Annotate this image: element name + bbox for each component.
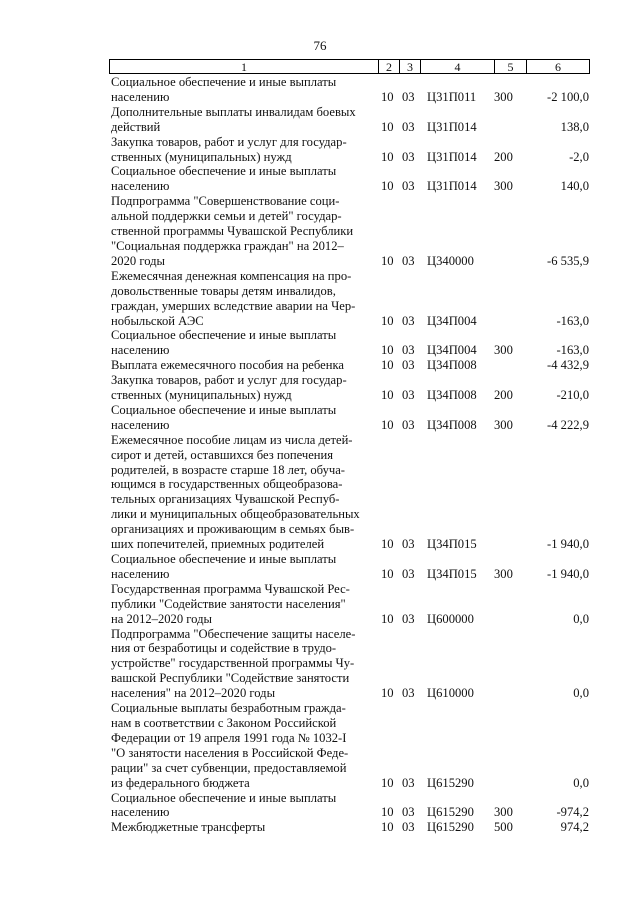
row-section-code: 10 <box>381 253 394 268</box>
row-section-code: 10 <box>381 149 394 164</box>
row-subsection-code: 03 <box>402 537 415 552</box>
row-amount: -210,0 <box>556 388 589 403</box>
row-subsection-code: 03 <box>402 417 415 432</box>
row-section-code: 10 <box>381 537 394 552</box>
row-target-article-code: Ц34П015 <box>427 537 477 552</box>
row-section-code: 10 <box>381 611 394 626</box>
row-section-code: 10 <box>381 820 394 835</box>
row-amount: -163,0 <box>556 343 589 358</box>
row-expense-type-code: 300 <box>494 805 513 820</box>
header-col-4: 4 <box>420 60 494 73</box>
row-description: Межбюджетные трансферты <box>111 820 266 835</box>
row-target-article-code: Ц31П014 <box>427 179 477 194</box>
row-subsection-code: 03 <box>402 313 415 328</box>
row-amount: 140,0 <box>560 179 589 194</box>
row-target-article-code: Ц31П011 <box>427 89 477 104</box>
page-number: 76 <box>313 38 327 53</box>
table-row <box>111 75 589 105</box>
header-col-2: 2 <box>378 60 399 73</box>
row-description: Подпрограмма "Совершенствование соци- альной поддержки семьи и детей" государ- ственной программы Чувашской Республики "Социальная поддержка граждан" на 2012– 2020 годы <box>111 194 354 268</box>
row-target-article-code: Ц34П004 <box>427 313 477 328</box>
row-description: Социальное обеспечение и иные выплаты населению <box>111 328 337 358</box>
row-target-article-code: Ц31П014 <box>427 119 477 134</box>
row-amount: 0,0 <box>573 686 589 701</box>
row-section-code: 10 <box>381 313 394 328</box>
row-description: Дополнительные выплаты инвалидам боевых действий <box>111 104 356 134</box>
row-amount: -2,0 <box>569 149 589 164</box>
table-row <box>111 194 589 269</box>
row-target-article-code: Ц615290 <box>427 820 474 835</box>
row-subsection-code: 03 <box>402 179 415 194</box>
row-subsection-code: 03 <box>402 149 415 164</box>
row-target-article-code: Ц340000 <box>427 253 474 268</box>
row-section-code: 10 <box>381 805 394 820</box>
row-description: Социальное обеспечение и иные выплаты населению <box>111 164 337 194</box>
table-row <box>111 358 589 373</box>
table-row <box>111 582 589 627</box>
row-section-code: 10 <box>381 566 394 581</box>
table-row <box>111 164 589 194</box>
table-body <box>111 75 589 835</box>
row-subsection-code: 03 <box>402 358 415 373</box>
row-description: Закупка товаров, работ и услуг для государ- ственных (муниципальных) нужд <box>111 373 347 403</box>
row-section-code: 10 <box>381 119 394 134</box>
row-section-code: 10 <box>381 358 394 373</box>
table-row <box>111 373 589 403</box>
table-row <box>111 105 589 135</box>
row-section-code: 10 <box>381 417 394 432</box>
row-amount: -4 432,9 <box>547 358 589 373</box>
table-row <box>111 403 589 433</box>
table-header <box>109 59 590 74</box>
row-expense-type-code: 200 <box>494 388 513 403</box>
row-section-code: 10 <box>381 686 394 701</box>
row-description: Государственная программа Чувашской Рес- публики "Содействие занятости населения" на 2012–2020 годы <box>111 581 350 626</box>
row-expense-type-code: 200 <box>494 149 513 164</box>
row-section-code: 10 <box>381 89 394 104</box>
header-col-5: 5 <box>494 60 526 73</box>
row-target-article-code: Ц615290 <box>427 805 474 820</box>
row-amount: -1 940,0 <box>547 537 589 552</box>
row-target-article-code: Ц34П008 <box>427 417 477 432</box>
table-row <box>111 269 589 329</box>
row-section-code: 10 <box>381 343 394 358</box>
row-subsection-code: 03 <box>402 566 415 581</box>
row-amount: -2 100,0 <box>547 89 589 104</box>
row-expense-type-code: 300 <box>494 89 513 104</box>
row-amount: -4 222,9 <box>547 417 589 432</box>
table-row <box>111 627 589 702</box>
row-subsection-code: 03 <box>402 388 415 403</box>
row-description: Подпрограмма "Обеспечение защиты населе- ния от безработицы и содействие в трудо- устройстве" государственной программы Чу- вашской Республики "Содействие занятости населения" на 2012–2020 годы <box>111 626 356 701</box>
row-target-article-code: Ц610000 <box>427 686 474 701</box>
row-description: Социальное обеспечение и иные выплаты населению <box>111 790 337 820</box>
row-amount: 0,0 <box>573 611 589 626</box>
header-col-1: 1 <box>241 60 247 74</box>
row-target-article-code: Ц600000 <box>427 611 474 626</box>
table-row <box>111 791 589 821</box>
table-row <box>111 701 589 790</box>
header-col-6: 6 <box>526 60 589 73</box>
row-expense-type-code: 300 <box>494 179 513 194</box>
row-subsection-code: 03 <box>402 686 415 701</box>
row-amount: 974,2 <box>560 820 589 835</box>
table-row <box>111 135 589 165</box>
row-subsection-code: 03 <box>402 253 415 268</box>
row-subsection-code: 03 <box>402 805 415 820</box>
row-expense-type-code: 500 <box>494 820 513 835</box>
row-subsection-code: 03 <box>402 89 415 104</box>
row-subsection-code: 03 <box>402 820 415 835</box>
header-col-3: 3 <box>399 60 420 73</box>
row-amount: 138,0 <box>560 119 589 134</box>
row-description: Выплата ежемесячного пособия на ребенка <box>111 358 344 373</box>
row-target-article-code: Ц615290 <box>427 775 474 790</box>
row-target-article-code: Ц34П008 <box>427 358 477 373</box>
row-target-article-code: Ц31П014 <box>427 149 477 164</box>
row-amount: 0,0 <box>573 775 589 790</box>
row-subsection-code: 03 <box>402 775 415 790</box>
row-amount: -974,2 <box>556 805 589 820</box>
row-amount: -163,0 <box>556 313 589 328</box>
row-description: Социальное обеспечение и иные выплаты населению <box>111 552 337 581</box>
row-subsection-code: 03 <box>402 119 415 134</box>
row-subsection-code: 03 <box>402 343 415 358</box>
table-row <box>111 433 589 552</box>
row-description: Закупка товаров, работ и услуг для государ- ственных (муниципальных) нужд <box>111 134 347 164</box>
table-row <box>111 820 589 835</box>
table-row <box>111 552 589 582</box>
row-amount: -1 940,0 <box>547 566 589 581</box>
row-description: Ежемесячная денежная компенсация на про- довольственные товары детям инвалидов, граждан, умерших вследствие аварии на Чер- нобыльской АЭС <box>111 268 356 328</box>
row-amount: -6 535,9 <box>547 253 589 268</box>
row-target-article-code: Ц34П015 <box>427 566 477 581</box>
row-section-code: 10 <box>381 775 394 790</box>
row-section-code: 10 <box>381 388 394 403</box>
row-description: Социальное обеспечение и иные выплаты населению <box>111 402 337 432</box>
row-description: Социальное обеспечение и иные выплаты населению <box>111 75 337 104</box>
row-section-code: 10 <box>381 179 394 194</box>
row-subsection-code: 03 <box>402 611 415 626</box>
row-expense-type-code: 300 <box>494 343 513 358</box>
row-target-article-code: Ц34П008 <box>427 388 477 403</box>
row-expense-type-code: 300 <box>494 417 513 432</box>
row-description: Ежемесячное пособие лицам из числа детей- сирот и детей, оставшихся без попечения родителей, в возрасте старше 18 лет, обуча- ющимся в государственных общеобразова- тельных организациях Чувашской Респуб- лики и муниципальных общеобразовательных организациях и проживающим в семьях быв- ших попечителей, приемных родителей <box>111 432 360 552</box>
table-row <box>111 328 589 358</box>
row-target-article-code: Ц34П004 <box>427 343 477 358</box>
row-expense-type-code: 300 <box>494 566 513 581</box>
row-description: Социальные выплаты безработным гражда- нам в соответствии с Законом Российской Федерации от 19 апреля 1991 года № 1032-I "О занятости населения в Российской Феде- рации" за счет субвенции, предоставляемой из федерального бюджета <box>111 701 349 790</box>
